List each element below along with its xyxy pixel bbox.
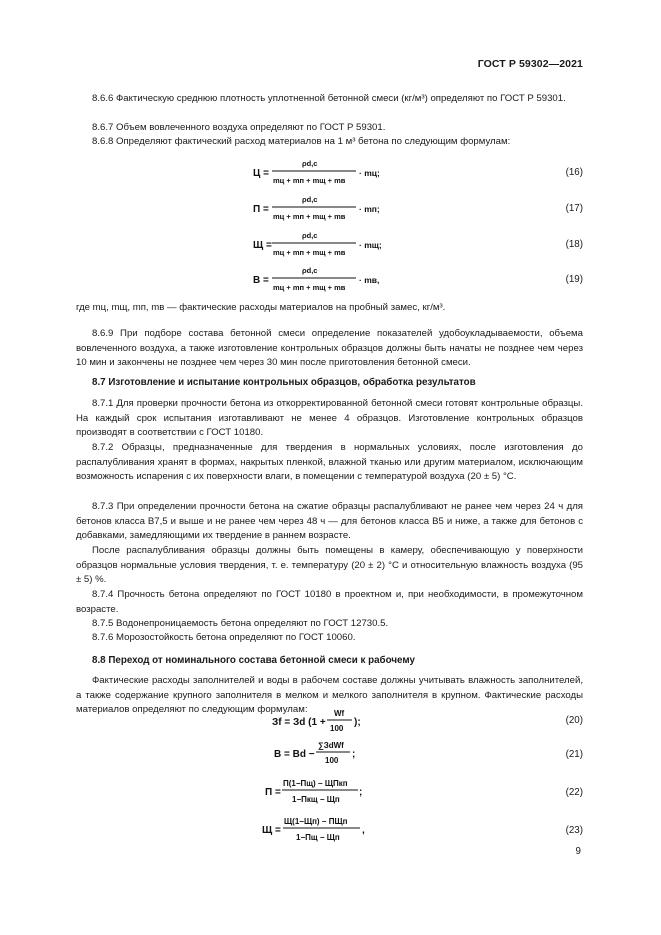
document-header: ГОСТ Р 59302—2021 [477,58,583,70]
svg-text:ρd,c: ρd,c [302,159,318,168]
paragraph-8-7-4: 8.7.4 Прочность бетона определяют по ГОСТ 10180 в проектном и, при необходимости, в промежуточном возрасте. [76,589,583,615]
svg-text:Щ(1−Щп) − ПЩп: Щ(1−Щп) − ПЩп [284,817,348,826]
formula-23 [0,816,661,846]
paragraph-8-7-3-continued: После распалубливания образцы должны быть помещены в камеру, обеспечивающую у поверхности образцов нормальные условия твердения, т. е. температуру (20 ± 2) °С и относительную влажность воздуха (95 ± 5) %. [76,545,583,586]
formula-16 [0,158,661,188]
svg-text:В =: В = [253,275,269,286]
formula-22-expression [0,778,500,808]
svg-text:;: ; [352,749,356,760]
svg-text:1−Пкщ − Щп: 1−Пкщ − Щп [292,795,340,804]
svg-text:Зf = Зd (1 +: Зf = Зd (1 + [272,717,326,728]
paragraph-8-6-7: 8.6.7 Объем вовлеченного воздуха определяют по ГОСТ Р 59301. [92,122,386,133]
formula-21-expression [0,740,500,770]
paragraph-8-6-9: 8.6.9 При подборе состава бетонной смеси определение показателей удобоукладываемости, объема вовлеченного воздуха, а также изготовление контрольных образцов должны быть начаты не позднее чем через 10 мин и закончены не позднее чем через 30 мин после приготовления бетонной смеси. [76,328,583,369]
svg-text:);: ); [354,717,361,728]
svg-text:∑ЗdWf: ∑ЗdWf [318,741,344,750]
svg-text:mц + mп + mщ + mв: mц + mп + mщ + mв [273,176,346,185]
svg-text:В = Вd −: В = Вd − [274,749,315,760]
section-heading-8-7: 8.7 Изготовление и испытание контрольных образцов, обработка результатов [92,377,476,388]
formula-16-expression [0,158,500,188]
svg-text:100: 100 [330,724,344,733]
paragraph-8-7-2: 8.7.2 Образцы, предназначенные для твердения в нормальных условиях, после изготовления до распалубливания хранят в формах, накрытых пленкой, влажной тканью или другим материалом, исключающим возможность испарения с их поверхности влаги, в помещении с температурой воздуха (20 ± 5) °С. [76,442,583,483]
formula-18-number: (18) [565,239,583,250]
formula-variables-legend: где mц, mщ, mп, mв — фактические расходы материалов на пробный замес, кг/м³. [76,302,446,313]
formula-17-number: (17) [565,203,583,214]
paragraph-8-7-1: 8.7.1 Для проверки прочности бетона из откорректированной бетонной смеси готовят контрольные образцы. На каждый срок испытания изготавливают не менее 4 образцов. Изготовление контрольных образцов производят в соответствии с ГОСТ 10180. [76,398,583,439]
formula-23-expression [0,816,500,846]
paragraph-8-7-3: 8.7.3 При определении прочности бетона на сжатие образцы распалубливают не ранее чем через 24 ч для бетонов класса В7,5 и выше и не ранее чем через 48 ч — для бетонов класса В5 и ниже, а также для бетонов с добавками, замедляющими их твердение в раннем возрасте. [76,501,583,542]
formula-19-expression [0,265,500,295]
svg-text:mц + mп + mщ + mв: mц + mп + mщ + mв [273,212,346,221]
paragraph-8-7-5: 8.7.5 Водонепроницаемость бетона определяют по ГОСТ 12730.5. [92,618,389,629]
svg-text:100: 100 [325,756,339,765]
formula-17-expression [0,194,500,224]
formula-18-expression [0,230,500,260]
svg-text:Щ =: Щ = [253,240,272,251]
paragraph-8-7-6: 8.7.6 Морозостойкость бетона определяют по ГОСТ 10060. [92,632,356,643]
formula-20 [0,706,661,736]
svg-text:П =: П = [253,204,269,215]
formula-19-number: (19) [565,274,583,285]
svg-text:· mц;: · mц; [359,168,380,178]
svg-text:ρd,c: ρd,c [302,266,318,275]
formula-22-number: (22) [565,787,583,798]
svg-text:ρd,c: ρd,c [302,231,318,240]
svg-text:mц + mп + mщ + mв: mц + mп + mщ + mв [273,248,346,257]
formula-16-number: (16) [565,167,583,178]
formula-18 [0,230,661,260]
svg-text:· mщ;: · mщ; [359,240,382,250]
svg-text:П(1−Пщ) − ЩПкп: П(1−Пщ) − ЩПкп [283,779,348,788]
svg-text:· mв,: · mв, [359,275,380,285]
formula-21 [0,740,661,770]
formula-17 [0,194,661,224]
formula-23-number: (23) [565,825,583,836]
paragraph-8-6-6: 8.6.6 Фактическую среднюю плотность уплотненной бетонной смеси (кг/м³) определяют по ГОСТ Р 59301. [92,93,566,104]
formula-20-number: (20) [565,715,583,726]
formula-19 [0,265,661,295]
page-number: 9 [575,846,581,857]
svg-text:mц + mп + mщ + mв: mц + mп + mщ + mв [273,283,346,292]
svg-text:Щ =: Щ = [262,825,281,836]
formula-20-expression [0,706,500,736]
svg-text:ρd,c: ρd,c [302,195,318,204]
section-heading-8-8: 8.8 Переход от номинального состава бетонной смеси к рабочему [92,655,415,666]
paragraph-8-8: Фактические расходы заполнителей и воды в рабочем составе должны учитывать влажность заполнителей, а также содержание крупного заполнителя в мелком и мелкого заполнителя в крупном. Фактические расходы материалов определяют по следующим формулам: [76,675,583,716]
formula-22 [0,778,661,808]
svg-text:Wf: Wf [334,709,345,718]
formula-21-number: (21) [565,749,583,760]
svg-text:;: ; [359,787,363,798]
svg-text:П =: П = [265,787,281,798]
svg-text:Ц =: Ц = [253,168,269,179]
svg-text:,: , [362,825,365,836]
svg-text:· mп;: · mп; [359,204,380,214]
paragraph-8-6-8: 8.6.8 Определяют фактический расход материалов на 1 м³ бетона по следующим формулам: [92,136,511,147]
svg-text:1−Пщ − Щп: 1−Пщ − Щп [296,833,340,842]
